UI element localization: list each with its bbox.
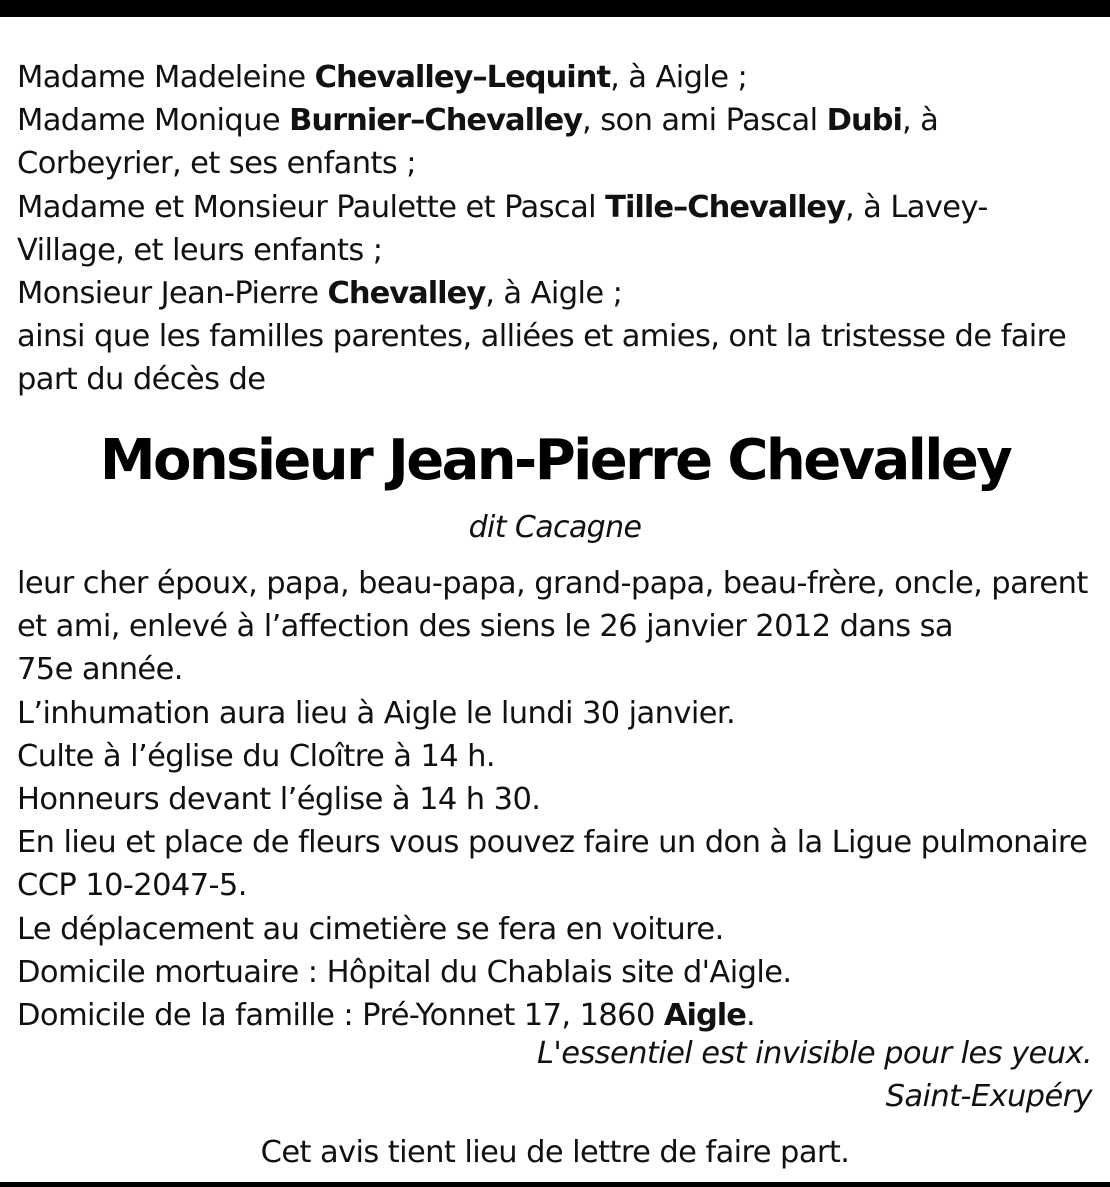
body-text: Honneurs devant l’église à 14 h 30.: [17, 782, 541, 818]
body-line: [17, 562, 1097, 605]
family-text: , à Aigle ;: [485, 276, 623, 312]
body-text: L’inhumation aura lieu à Aigle le lundi 30 janvier.: [17, 695, 736, 731]
body-text: CCP 10-2047-5.: [17, 868, 247, 904]
body-text: leur cher époux, papa, beau-papa, grand-papa, beau-frère, oncle, parent: [17, 566, 1088, 601]
family-line: [17, 99, 1097, 142]
quote-block: [537, 1032, 1092, 1118]
family-text: Madame Monique: [17, 103, 290, 139]
deceased-name: Monsieur Jean-Pierre Chevalley: [99, 428, 1011, 493]
family-text: Madame et Monsieur Paulette et Pascal: [17, 189, 606, 225]
family-text: Monsieur Jean-Pierre: [17, 276, 328, 312]
bottom-border-rule: [0, 1182, 1110, 1187]
body-line: [17, 735, 1097, 778]
body-text: Domicile de la famille : Pré-Yonnet 17, 1860: [17, 998, 664, 1034]
body-line: [17, 778, 1097, 821]
family-line: [17, 272, 1097, 315]
body-bold-name: Aigle: [663, 998, 746, 1034]
closing-note: Cet avis tient lieu de lettre de faire part.: [260, 1135, 850, 1170]
family-line: [17, 142, 1097, 185]
body-text: 75e année.: [17, 652, 183, 688]
family-text: , son ami Pascal: [582, 103, 827, 139]
body-line: [17, 951, 1097, 994]
family-line: [17, 186, 1097, 229]
quote-author: Saint-Exupéry: [885, 1079, 1092, 1114]
deceased-nickname: dit Cacagne: [468, 510, 642, 545]
family-line: [17, 315, 1097, 358]
family-line: [17, 56, 1097, 99]
family-bold-name: Tille–Chevalley: [605, 189, 845, 225]
body-text: En lieu et place de fleurs vous pouvez faire un don à la Ligue pulmonaire: [17, 825, 1088, 861]
family-line: [17, 358, 1097, 401]
body-text: Le déplacement au cimetière se fera en voiture.: [17, 911, 724, 947]
body-line: [17, 648, 1097, 691]
family-text: Madame Madeleine: [17, 60, 315, 95]
family-bold-name: Chevalley–Lequint: [314, 60, 611, 95]
family-bold-name: Burnier–Chevalley: [289, 103, 583, 139]
body-line: [17, 908, 1097, 951]
body-line: [17, 692, 1097, 735]
family-text: part du décès de: [17, 362, 266, 398]
family-text: Corbeyrier, et ses enfants ;: [17, 146, 416, 182]
body-text: Domicile mortuaire : Hôpital du Chablais site d'Aigle.: [17, 954, 792, 990]
body-line: [17, 605, 1097, 648]
body-line: [17, 994, 1097, 1037]
body-text: Culte à l’église du Cloître à 14 h.: [17, 738, 495, 774]
family-text: , à Aigle ;: [610, 60, 748, 95]
family-text: , à: [901, 103, 939, 139]
family-text: ainsi que les familles parentes, alliées et amies, ont la tristesse de faire: [17, 319, 1067, 355]
family-bold-name: Chevalley: [327, 276, 486, 312]
family-line: [17, 229, 1097, 272]
family-text: , à Lavey-: [844, 189, 988, 225]
family-text: Village, et leurs enfants ;: [17, 232, 383, 268]
body-text: et ami, enlevé à l’affection des siens le 26 janvier 2012 dans sa: [17, 609, 953, 645]
family-bold-name: Dubi: [826, 103, 902, 139]
body-line: [17, 864, 1097, 907]
announcement-body: [17, 562, 1097, 1037]
body-text: .: [745, 998, 756, 1034]
body-line: [17, 821, 1097, 864]
quote-text: L'essentiel est invisible pour les yeux.: [537, 1036, 1092, 1071]
family-list: [17, 56, 1097, 402]
top-border-rule: [0, 0, 1110, 17]
